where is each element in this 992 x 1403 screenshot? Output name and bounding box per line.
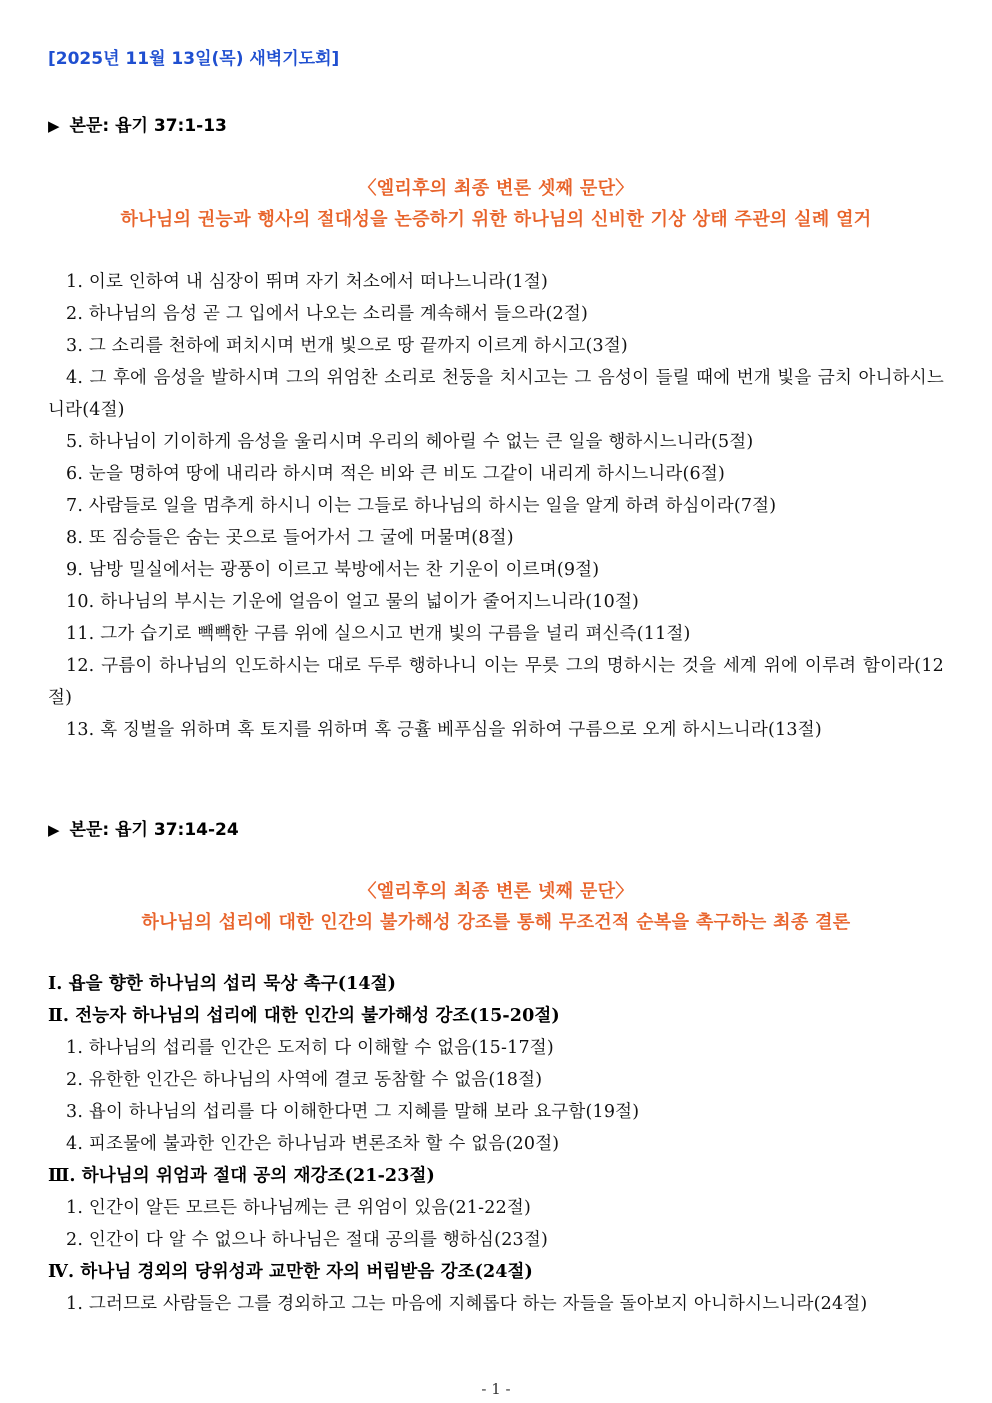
section-title-1: 〈엘리후의 최종 변론 셋째 문단〉 (358, 178, 634, 199)
passage-text: 본문: 욥기 37:1-13 (69, 116, 227, 136)
outline-item: 2. 인간이 다 알 수 없으나 하나님은 절대 공의를 행하심(23절) (66, 1230, 548, 1250)
triangle-bullet-icon: ▶ (48, 117, 60, 135)
passage-reference-1 (48, 111, 227, 136)
outline-list (48, 968, 944, 1320)
passage-reference-2 (48, 815, 239, 840)
outline-item: 1. 그러므로 사람들은 그를 경외하고 그는 마음에 지혜롭다 하는 자들을 돌아보지 아니하시느니라(24절) (66, 1294, 868, 1314)
outline-heading: Ⅳ. 하나님 경외의 당위성과 교만한 자의 버림받음 강조(24절) (48, 1262, 533, 1282)
section-subtitle-2: 하나님의 섭리에 대한 인간의 불가해성 강조를 통해 무조건적 순복을 촉구하는 최종 결론 (141, 912, 851, 933)
section-subtitle-1: 하나님의 권능과 행사의 절대성을 논증하기 위한 하나님의 신비한 기상 상태 주관의 실례 열거 (120, 209, 872, 230)
outline-heading: Ⅰ. 욥을 향한 하나님의 섭리 묵상 촉구(14절) (48, 974, 397, 994)
outline-item: 3. 욥이 하나님의 섭리를 다 이해한다면 그 지혜를 말해 보라 요구함(19절) (66, 1102, 640, 1122)
passage-text: 본문: 욥기 37:14-24 (69, 820, 239, 840)
verse-item: 11. 그가 습기로 빽빽한 구름 위에 실으시고 번개 빛의 구름을 널리 펴신즉(11절) (66, 624, 691, 644)
verse-item: 13. 혹 징벌을 위하며 혹 토지를 위하며 혹 긍휼 베푸심을 위하여 구름으로 오게 하시느니라(13절) (66, 720, 822, 740)
verse-list-1 (48, 266, 944, 746)
outline-item: 4. 피조물에 불과한 인간은 하나님과 변론조차 할 수 없음(20절) (66, 1134, 560, 1154)
verse-item: 1. 이로 인하여 내 심장이 뛰며 자기 처소에서 떠나느니라(1절) (66, 272, 549, 292)
verse-item: 8. 또 짐승들은 숨는 곳으로 들어가서 그 굴에 머물며(8절) (66, 528, 514, 548)
verse-item: 3. 그 소리를 천하에 퍼치시며 번개 빛으로 땅 끝까지 이르게 하시고(3절) (66, 336, 628, 356)
verse-item: 5. 하나님이 기이하게 음성을 울리시며 우리의 헤아릴 수 없는 큰 일을 행하시느니라(5절) (66, 432, 754, 452)
outline-heading: Ⅱ. 전능자 하나님의 섭리에 대한 인간의 불가해성 강조(15-20절) (48, 1006, 560, 1026)
section-title-2: 〈엘리후의 최종 변론 넷째 문단〉 (358, 881, 634, 902)
verse-item: 12. 구름이 하나님의 인도하시는 대로 두루 행하나니 이는 무릇 그의 명하시는 것을 세계 위에 이루려 함이라(12절) (48, 656, 944, 708)
outline-heading: Ⅲ. 하나님의 위엄과 절대 공의 재강조(21-23절) (48, 1166, 435, 1186)
verse-item: 2. 하나님의 음성 곧 그 입에서 나오는 소리를 계속해서 들으라(2절) (66, 304, 588, 324)
triangle-bullet-icon: ▶ (48, 821, 60, 839)
verse-item: 4. 그 후에 음성을 발하시며 그의 위엄찬 소리로 천둥을 치시고는 그 음성이 들릴 때에 번개 빛을 금치 아니하시느니라(4절) (48, 368, 944, 420)
verse-item: 9. 남방 밀실에서는 광풍이 이르고 북방에서는 찬 기운이 이르며(9절) (66, 560, 600, 580)
verse-item: 6. 눈을 명하여 땅에 내리라 하시며 적은 비와 큰 비도 그같이 내리게 하시느니라(6절) (66, 464, 725, 484)
outline-item: 1. 인간이 알든 모르든 하나님께는 큰 위엄이 있음(21-22절) (66, 1198, 532, 1218)
verse-item: 10. 하나님의 부시는 기운에 얼음이 얼고 물의 넓이가 줄어지느니라(10절) (66, 592, 640, 612)
service-date-header: [2025년 11월 13일(목) 새벽기도회] (48, 49, 340, 69)
page-number: - 1 - (481, 1380, 511, 1398)
verse-item: 7. 사람들로 일을 멈추게 하시니 이는 그들로 하나님의 하시는 일을 알게 하려 하심이라(7절) (66, 496, 777, 516)
outline-item: 2. 유한한 인간은 하나님의 사역에 결코 동참할 수 없음(18절) (66, 1070, 543, 1090)
outline-item: 1. 하나님의 섭리를 인간은 도저히 다 이해할 수 없음(15-17절) (66, 1038, 554, 1058)
